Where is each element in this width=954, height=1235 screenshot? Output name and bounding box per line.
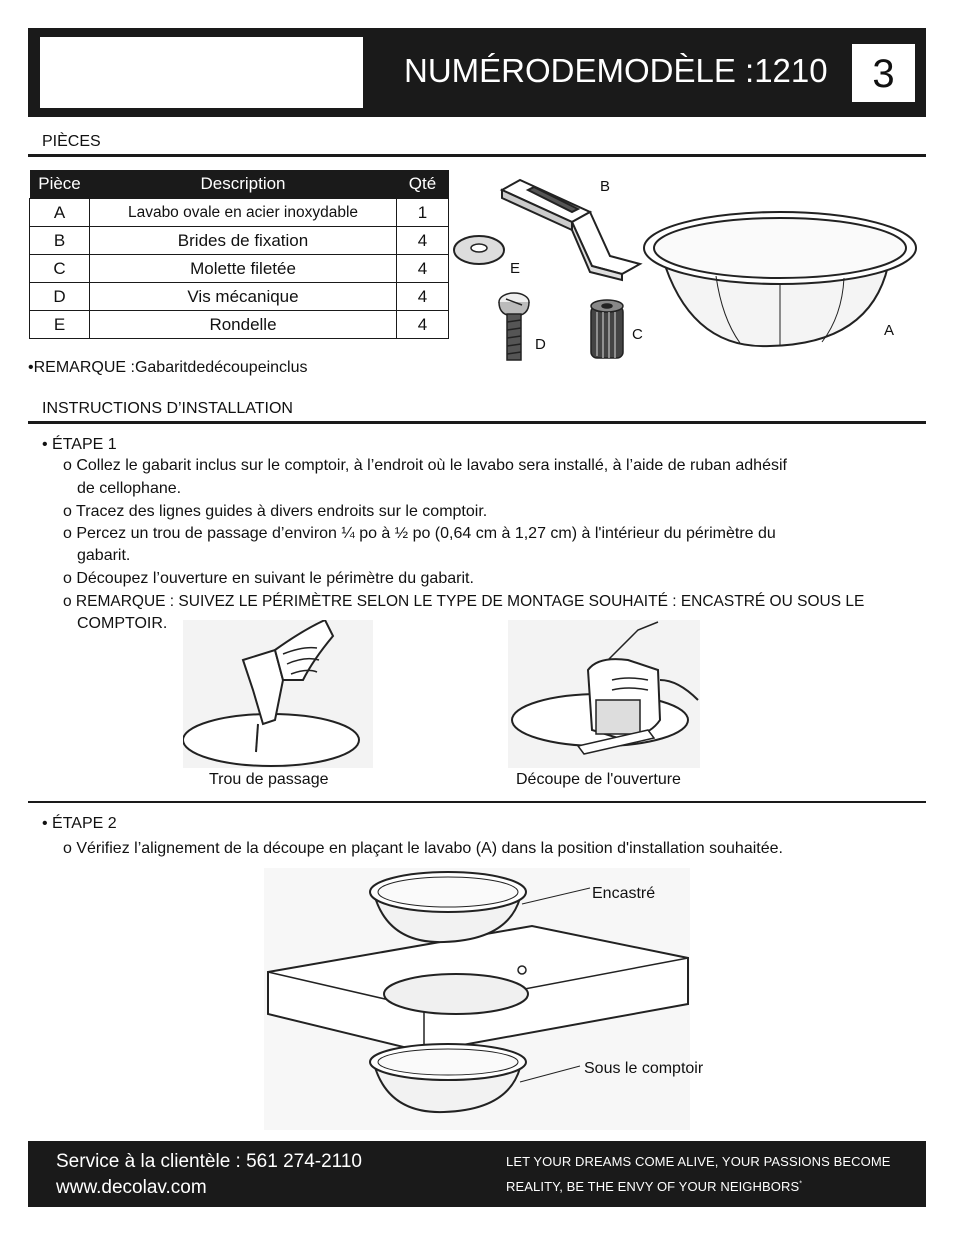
- diagram-label-a: A: [884, 322, 895, 339]
- diagram-label-b: B: [600, 178, 611, 195]
- table-header-row: [30, 170, 449, 199]
- cell-qty: 4: [397, 283, 449, 311]
- step2-title: • ÉTAPE 2: [42, 815, 117, 832]
- divider: [28, 421, 926, 424]
- table-row: [30, 199, 449, 227]
- step1-item: o REMARQUE : SUIVEZ LE PÉRIMÈTRE SELON LE TYPE DE MONTAGE SOUHAITÉ : ENCASTRÉ OU SOUS LE: [63, 593, 865, 610]
- step1-item: o Percez un trou de passage d’environ ¼ po à ½ po (0,64 cm à 1,27 cm) à l'intérieur du périmètre du: [63, 525, 776, 542]
- label-undermount: Sous le comptoir: [584, 1060, 704, 1077]
- screw-illustration: [499, 293, 529, 360]
- cell-qty: 1: [397, 199, 449, 227]
- diagram-label-c: C: [632, 326, 643, 343]
- table-row: [30, 227, 449, 255]
- step1-item: o Collez le gabarit inclus sur le comptoir, à l’endroit où le lavabo sera installé, à l’aide de ruban adhésif: [63, 457, 787, 474]
- diagram-label-d: D: [535, 336, 546, 353]
- cell-piece: A: [30, 199, 90, 227]
- tagline-line-2: [506, 1179, 802, 1194]
- parts-illustration: [450, 168, 930, 368]
- drill-illustration: [183, 620, 373, 768]
- caption-cutout: Découpe de l'ouverture: [516, 771, 681, 788]
- table-row: [30, 255, 449, 283]
- step2-item: o Vérifiez l’alignement de la découpe en plaçant le lavabo (A) dans la position d'installation souhaitée.: [63, 840, 783, 857]
- cell-piece: D: [30, 283, 90, 311]
- cell-description: Rondelle: [90, 311, 397, 339]
- tagline-mark: *: [799, 1180, 803, 1188]
- table-row: [30, 311, 449, 339]
- step1-title: • ÉTAPE 1: [42, 436, 117, 453]
- website-link[interactable]: www.decolav.com: [56, 1177, 207, 1198]
- washer-illustration: [454, 236, 504, 264]
- cell-qty: 4: [397, 255, 449, 283]
- parts-section-title: PIÈCES: [42, 133, 101, 150]
- table-row: [30, 283, 449, 311]
- cell-piece: E: [30, 311, 90, 339]
- caption-pilot-hole: Trou de passage: [209, 771, 329, 788]
- oval-sink-illustration: [644, 212, 916, 346]
- step1-item: gabarit.: [77, 547, 131, 564]
- cell-description: Vis mécanique: [90, 283, 397, 311]
- template-note: •REMARQUE :Gabaritdedécoupeinclus: [28, 359, 308, 376]
- step1-item: o Découpez l’ouverture en suivant le périmètre du gabarit.: [63, 570, 474, 587]
- cell-description: Brides de fixation: [90, 227, 397, 255]
- tagline-line-1: LET YOUR DREAMS COME ALIVE, YOUR PASSIONS BECOME: [506, 1154, 891, 1169]
- cell-qty: 4: [397, 311, 449, 339]
- column-header-piece: Pièce: [30, 170, 90, 199]
- cell-description: Lavabo ovale en acier inoxydable: [90, 199, 397, 227]
- diagram-label-e: E: [510, 260, 521, 277]
- cell-piece: C: [30, 255, 90, 283]
- logo-placeholder: [40, 37, 363, 108]
- cell-piece: B: [30, 227, 90, 255]
- cell-qty: 4: [397, 227, 449, 255]
- cell-description: Molette filetée: [90, 255, 397, 283]
- mounting-options-illustration: [264, 868, 690, 1130]
- divider: [28, 801, 926, 803]
- step1-item: o Tracez des lignes guides à divers endroits sur le comptoir.: [63, 503, 488, 520]
- column-header-qty: Qté: [397, 170, 449, 199]
- jigsaw-illustration: [508, 620, 700, 768]
- page-number: 3: [852, 44, 915, 102]
- column-header-description: Description: [90, 170, 397, 199]
- model-title: NUMÉRODEMODÈLE :1210: [404, 52, 828, 89]
- customer-service-phone: Service à la clientèle : 561 274-2110: [56, 1151, 362, 1172]
- label-drop-in: Encastré: [592, 885, 656, 902]
- divider: [28, 154, 926, 157]
- step1-item: de cellophane.: [77, 480, 182, 497]
- parts-table: [29, 170, 449, 339]
- tagline-text: REALITY, BE THE ENVY OF YOUR NEIGHBORS: [506, 1179, 800, 1194]
- instructions-section-title: INSTRUCTIONS D’INSTALLATION: [42, 400, 293, 417]
- step1-item: COMPTOIR.: [77, 615, 168, 632]
- knurled-nut-illustration: [591, 300, 623, 358]
- mounting-bracket-illustration: [502, 180, 640, 280]
